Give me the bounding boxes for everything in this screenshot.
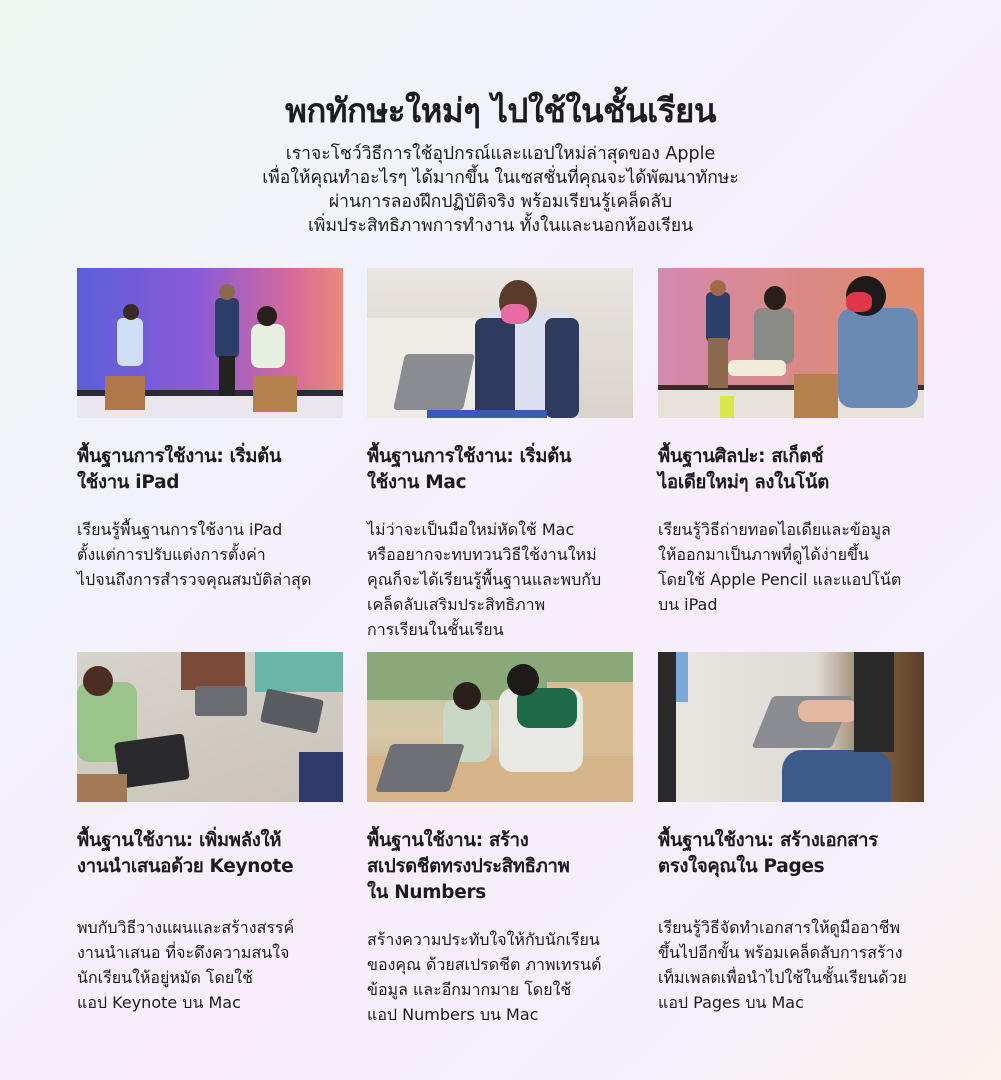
desc-line: ให้ออกมาเป็นภาพที่ดูได้ง่ายขึ้น <box>658 545 869 564</box>
intro-line: เราจะโชว์วิธีการใช้อุปกรณ์และแอปใหม่ล่าสุดของ Apple <box>285 144 716 164</box>
desc-line: เรียนรู้วิธีถ่ายทอดไอเดียและข้อมูล <box>658 520 891 539</box>
session-card-art[interactable] <box>658 268 924 640</box>
desc-line: เรียนรู้พื้นฐานการใช้งาน iPad <box>77 520 283 539</box>
desc-line: พบกับวิธีวางแผนและสร้างสรรค์ <box>77 918 295 937</box>
desc-line: โดยใช้ Apple Pencil และแอปโน้ต <box>658 570 902 589</box>
session-card-pages[interactable] <box>658 652 924 1038</box>
card-title[interactable] <box>367 444 633 496</box>
session-photo <box>77 268 343 418</box>
card-title[interactable] <box>77 444 343 496</box>
card-title-line: พื้นฐานการใช้งาน: เริ่มต้น <box>77 446 282 467</box>
desc-line: การเรียนในชั้นเรียน <box>367 620 504 639</box>
session-card-numbers[interactable] <box>367 652 633 1050</box>
card-title-line: พื้นฐานการใช้งาน: เริ่มต้น <box>367 446 572 467</box>
desc-line: คุณก็จะได้เรียนรู้พื้นฐานและพบกับ <box>367 570 602 589</box>
card-title-line: ตรงใจคุณใน Pages <box>658 856 825 877</box>
card-title-line: ใน Numbers <box>367 882 486 903</box>
session-photo <box>367 268 633 418</box>
desc-line: เคล็ดลับเสริมประสิทธิภาพ <box>367 595 546 614</box>
desc-line: แอป Numbers บน Mac <box>367 1005 539 1024</box>
card-title[interactable] <box>367 828 633 906</box>
card-title-line: ใช้งาน Mac <box>367 472 467 493</box>
card-title-line: ไอเดียใหม่ๆ ลงในโน้ต <box>658 472 829 493</box>
card-title[interactable] <box>658 828 924 880</box>
card-title[interactable] <box>77 828 343 880</box>
desc-line: สร้างความประทับใจให้กับนักเรียน <box>367 930 600 949</box>
card-title-line: สเปรดชีตทรงประสิทธิภาพ <box>367 856 570 877</box>
card-title-line: พื้นฐานใช้งาน: สร้าง <box>367 830 529 851</box>
desc-line: นักเรียนให้อยู่หมัด โดยใช้ <box>77 968 253 987</box>
desc-line: บน iPad <box>658 595 718 614</box>
session-card-mac[interactable] <box>367 268 633 665</box>
desc-line: ข้อมูล และอีกมากมาย โดยใช้ <box>367 980 572 999</box>
session-card-keynote[interactable] <box>77 652 343 1038</box>
intro-line: ผ่านการลองฝึกปฏิบัติจริง พร้อมเรียนรู้เคล็ดลับ <box>328 192 673 212</box>
desc-line: ไปจนถึงการสำรวจคุณสมบัติล่าสุด <box>77 570 312 589</box>
session-card-ipad[interactable] <box>77 268 343 615</box>
card-title-line: พื้นฐานศิลปะ: สเก็ตช์ <box>658 446 824 467</box>
desc-line: แอป Pages บน Mac <box>658 993 804 1012</box>
desc-line: ตั้งแต่การปรับแต่งการตั้งค่า <box>77 545 266 564</box>
card-title-line: งานนำเสนอด้วย Keynote <box>77 856 294 877</box>
card-title-line: พื้นฐานใช้งาน: สร้างเอกสาร <box>658 830 878 851</box>
desc-line: แอป Keynote บน Mac <box>77 993 241 1012</box>
session-photo <box>367 652 633 802</box>
desc-line: หรืออยากจะทบทวนวิธีใช้งานใหม่ <box>367 545 597 564</box>
card-title-line: พื้นฐานใช้งาน: เพิ่มพลังให้ <box>77 830 282 851</box>
session-photo <box>77 652 343 802</box>
session-photo <box>658 268 924 418</box>
card-title[interactable] <box>658 444 924 496</box>
card-title-line: ใช้งาน iPad <box>77 472 180 493</box>
desc-line: เท็มเพลตเพื่อนำไปใช้ในชั้นเรียนด้วย <box>658 968 907 987</box>
desc-line: เรียนรู้วิธีจัดทำเอกสารให้ดูมืออาชีพ <box>658 918 901 937</box>
desc-line: ของคุณ ด้วยสเปรดชีต ภาพเทรนด์ <box>367 955 602 974</box>
intro-line: เพิ่มประสิทธิภาพการทำงาน ทั้งในและนอกห้องเรียน <box>307 216 694 236</box>
page-title: พกทักษะใหม่ๆ ไปใช้ในชั้นเรียน <box>285 91 716 130</box>
desc-line: ขึ้นไปอีกขั้น พร้อมเคล็ดลับการสร้าง <box>658 943 903 962</box>
desc-line: ไม่ว่าจะเป็นมือใหม่หัดใช้ Mac <box>367 520 575 539</box>
intro-text <box>0 142 1001 238</box>
session-photo <box>658 652 924 802</box>
intro-line: เพื่อให้คุณทำอะไรๆ ได้มากขึ้น ในเซสชั่นที่คุณจะได้พัฒนาทักษะ <box>262 168 739 188</box>
desc-line: งานนำเสนอ ที่จะดึงความสนใจ <box>77 943 290 962</box>
